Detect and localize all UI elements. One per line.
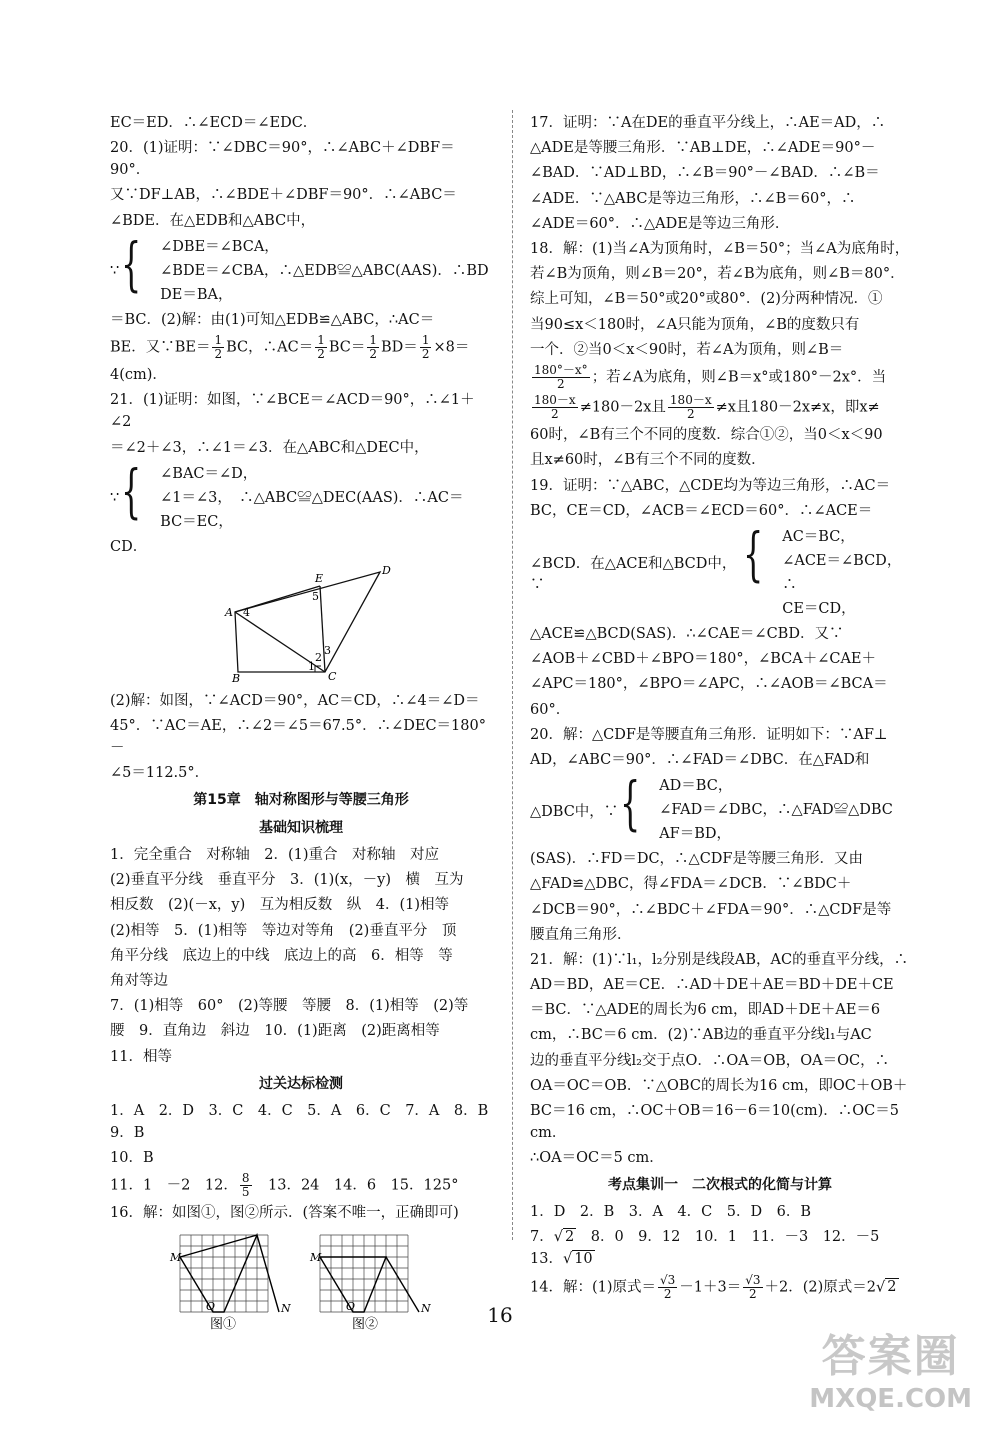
proof-brace-2: [110, 456, 492, 534]
text-line: 18．解：(1)当∠A为顶角时，∠B＝50°；当∠A为底角时，: [530, 240, 910, 257]
proof-brace-3: [530, 520, 910, 621]
text-fragment: －1＋3＝: [679, 1279, 742, 1296]
text-line: ＝BC．∵△ADE的周长为6 cm，即AD＋DE＋AE＝6: [530, 1002, 881, 1019]
because-symbol: ∵: [110, 262, 120, 279]
text-line: AD，∠ABC＝90°．∴∠FAD＝∠DBC．在△FAD和: [530, 751, 870, 768]
text-line: 60°．: [530, 701, 571, 718]
brace-symbol: {: [620, 769, 641, 838]
text-line: 7．√ 2 8．0 9．12 10．1 11．－3 12．－5 13．√ 10: [530, 1229, 894, 1268]
text-fragment: 8．0 9．12 10．1 11．－3 12．－5 13．: [530, 1229, 894, 1268]
numerator: 8: [241, 1170, 250, 1185]
text-line: 当90≤x＜180时，∠A只能为顶角，∠B的度数只有: [530, 316, 860, 333]
text-line: (2)相等 5．(1)相等 等边对等角 (2)垂直平分 顶: [110, 922, 457, 939]
denominator: 2: [686, 407, 695, 422]
brace-row: AC＝BC，: [782, 529, 855, 545]
denominator: 2: [214, 346, 223, 361]
text-line: 45°．∵AC＝AE，∴∠2＝∠5＝67.5°．∴∠DEC＝180°－: [110, 717, 486, 756]
text-line: 7．(1)相等 60° (2)等腰 等腰 8．(1)相等 (2)等: [110, 998, 469, 1015]
fraction: [668, 394, 714, 421]
angle-1: 1: [308, 659, 315, 673]
label-o: O: [206, 1300, 216, 1314]
text-line: ∠BDE．在△EDB和△ABC中，: [110, 212, 316, 229]
text-line: 10．B: [110, 1149, 154, 1166]
text-fragment: BD＝: [381, 339, 418, 356]
numerator: 1: [214, 332, 223, 347]
text-line: [530, 394, 910, 421]
section-heading: 考点集训一 二次根式的化简与计算: [608, 1177, 832, 1194]
text-line: OA＝OC＝OB．∵△OBC的周长为16 cm，即OC＋OB＋: [530, 1077, 908, 1094]
numerator: 1: [421, 332, 430, 347]
text-fragment: ≠x且180－2x≠x，即x≠: [715, 399, 880, 416]
numerator: 180°－x°: [534, 362, 588, 377]
label-m: M: [170, 1251, 182, 1265]
text-line: 一个．②当0＜x＜90时，若∠A为顶角，则∠B＝: [530, 341, 844, 358]
text-line: ∠AOB＋∠CBD＋∠BPO＝180°，∠BCA＋∠CAE＋: [530, 651, 877, 668]
text-line: 20．解：△CDF是等腰直角三角形．证明如下：∵AF⊥: [530, 726, 888, 743]
fraction: [212, 334, 224, 361]
text-line: 角平分线 底边上的中线 底边上的高 6．相等 等: [110, 947, 453, 964]
text-fragment: 14．解：(1)原式＝: [530, 1279, 656, 1296]
angle-4: 4: [243, 605, 250, 619]
text-line: 16．解：如图①，图②所示．(答案不唯一，正确即可): [110, 1205, 459, 1222]
text-line: AD＝BD，AE＝CE．∴AD＋DE＋AE＝BD＋DE＋CE: [530, 977, 894, 994]
text-line: BC＝16 cm，∴OC＋OB＝16－6＝10(cm)．∴OC＝5 cm．: [530, 1103, 899, 1141]
watermark-logo-text: 答案圈: [821, 1331, 960, 1382]
text-line: 19．证明：∵△ABC，△CDE均为等边三角形，∴AC＝: [530, 477, 891, 494]
text-line: [110, 334, 492, 361]
label-m: M: [310, 1251, 322, 1265]
text-line: 综上可知，∠B＝50°或20°或80°．(2)分两种情况．①: [530, 291, 883, 308]
brace-row: AF＝BD，: [659, 826, 732, 843]
fraction: [532, 394, 578, 421]
label-d: D: [382, 563, 391, 577]
text-line: 4(cm)．: [110, 367, 167, 384]
brace-row: ∠DBE＝∠BCA，: [160, 238, 279, 255]
text-fragment: BC＝: [328, 339, 366, 356]
text-line: [110, 1172, 492, 1199]
text-line: 1．A 2．D 3．C 4．C 5．A 6．C 7．A 8．B 9．B: [110, 1102, 503, 1141]
text-fragment: ≠180－2x且: [579, 399, 666, 416]
section-heading: 过关达标检测: [259, 1075, 343, 1092]
angle-5: 5: [312, 589, 319, 603]
fraction: [658, 1274, 677, 1301]
text-line: △ACE≌△BCD(SAS)．∴∠CAE＝∠CBD．又∵: [530, 626, 844, 642]
label-a: A: [225, 605, 233, 619]
text-line: △ADE是等腰三角形．∵AB⊥DE，∴∠ADE＝90°－: [530, 140, 876, 157]
sqrt-radicand: 10: [574, 1251, 593, 1268]
fraction: [420, 334, 432, 361]
numerator: 1: [369, 332, 378, 347]
text-fragment: ∠BCD．在△ACE和△BCD中，∵: [530, 556, 737, 593]
label-o: O: [346, 1300, 356, 1314]
brace-row: ∠ACE＝∠BCD，∴: [782, 553, 902, 593]
quad-outline: [235, 572, 380, 672]
label-n: N: [281, 1302, 291, 1316]
brace-row: AD＝BC，: [659, 778, 733, 795]
text-line: △FAD≌△DBC，得∠FDA＝∠DCB．∵∠BDC＋: [530, 876, 852, 893]
denominator: 2: [551, 407, 559, 422]
brace-row: ∠BDE＝∠CBA，∴△EDB≌△ABC(AAS)．∴BD: [160, 262, 489, 279]
brace-symbol: {: [743, 520, 764, 588]
text-line: EC＝ED．∴∠ECD＝∠EDC．: [110, 115, 318, 131]
text-fragment: 11．1 －2 12．: [110, 1177, 238, 1194]
because-symbol: ∵: [110, 489, 120, 506]
column-divider: [512, 110, 513, 1240]
denominator: 2: [557, 376, 565, 391]
page-number: 16: [487, 1303, 513, 1327]
text-fragment: ＋2．(2)原式＝2: [764, 1279, 877, 1296]
label-n: N: [421, 1302, 431, 1316]
sqrt-radicand: 2: [564, 1229, 575, 1246]
text-line: cm，∴BC＝6 cm．(2)∵AB边的垂直平分线l₁与AC: [530, 1027, 872, 1044]
text-line: (2)垂直平分线 垂直平分 3．(1)(x，－y) 横 互为: [110, 872, 464, 889]
text-fragment: 7．: [530, 1229, 554, 1246]
text-line: CD．: [110, 538, 148, 555]
text-line: 且x≠60时，∠B有三个不同的度数．: [530, 452, 766, 469]
text-line: 腰 9．直角边 斜边 10．(1)距离 (2)距离相等: [110, 1023, 440, 1040]
text-line: 若∠B为顶角，则∠B＝20°，若∠B为底角，则∠B＝80°．: [530, 266, 905, 283]
text-line: 又∵DF⊥AB，∴∠BDE＋∠DBF＝90°．∴∠ABC＝: [110, 187, 457, 204]
text-line: ∠ADE＝60°．∴△ADE是等边三角形．: [530, 215, 790, 232]
left-column: [110, 112, 503, 1336]
text-line: ∠APC＝180°，∠BPO＝∠APC，∴∠AOB＝∠BCA＝: [530, 676, 888, 693]
text-line: 14．解：(1)原式＝ $\frac{√3}{2}$ －1＋3＝ $\frac{√3}{2}$ ＋2．(2)原式＝2√ 2: [530, 1272, 897, 1301]
text-line: ∠BAD．∵AD⊥BD，∴∠B＝90°－∠BAD．∴∠B＝: [530, 165, 880, 182]
quadrilateral-diagram: [110, 564, 492, 684]
numerator: 180－x: [534, 393, 576, 408]
right-column: [530, 112, 910, 1304]
sqrt-radicand: 2: [887, 1279, 897, 1296]
text-line: [530, 364, 910, 391]
numerator: 1: [317, 332, 325, 347]
figure-caption-1: 图①: [210, 1317, 237, 1331]
fraction: [743, 1274, 762, 1301]
text-line: 1．D 2．B 3．A 4．C 5．D 6．B: [530, 1204, 811, 1221]
text-fragment: △DBC中，∵: [530, 803, 619, 820]
quadrilateral-figure: [110, 564, 492, 684]
brace-symbol: {: [121, 229, 142, 298]
text-line: 腰直角三角形．: [530, 926, 632, 943]
figure-caption-2: 图②: [352, 1317, 379, 1331]
text-line: 相反数 (2)(－x，y) 互为相反数 纵 4．(1)相等: [110, 897, 449, 914]
denominator: 5: [241, 1184, 250, 1199]
text-line: (SAS)．∴FD＝DC，∴△CDF是等腰三角形．又由: [530, 851, 863, 868]
text-line: ＝BC．(2)解：由(1)可知△EDB≌△ABC，∴AC＝: [110, 311, 435, 328]
proof-brace-1: [110, 229, 492, 307]
text-fragment: ×8＝: [433, 339, 470, 356]
label-b: B: [232, 671, 241, 684]
proof-brace-4: [530, 769, 910, 846]
text-line: 20．(1)证明：∵∠DBC＝90°，∴∠ABC＋∠DBF＝90°．: [110, 140, 455, 179]
text-line: ∠5＝112.5°．: [110, 765, 210, 782]
text-line: 角对等边: [110, 973, 168, 989]
denominator: 2: [317, 346, 325, 361]
fraction: [315, 334, 327, 361]
text-line: (2)解：如图，∵∠ACD＝90°，AC＝CD，∴∠4＝∠D＝: [110, 692, 480, 709]
watermark: [809, 1320, 972, 1414]
label-e: E: [315, 571, 324, 585]
angle-2: 2: [315, 650, 322, 664]
numerator: √3: [745, 1272, 761, 1287]
text-line: 11．相等: [110, 1048, 172, 1065]
fraction: [240, 1172, 252, 1199]
text-line: BC，CE＝CD，∠ACB＝∠ECD＝60°．∴∠ACE＝: [530, 502, 873, 519]
denominator: 2: [369, 346, 378, 361]
brace-row: ∠FAD＝∠DBC，∴△FAD≌△DBC: [659, 802, 893, 819]
fraction: [367, 334, 379, 361]
text-fragment: ；若∠A为底角，则∠B＝x°或180°－2x°．当: [591, 369, 887, 386]
denominator: 2: [663, 1286, 672, 1301]
numerator: 180－x: [669, 393, 712, 408]
text-line: ∠ADE．∵△ABC是等边三角形，∴∠B＝60°，∴: [530, 190, 856, 207]
fraction: [532, 364, 590, 391]
brace-row: ∠1＝∠3， ∴△ABC≌△DEC(AAS)．∴AC＝: [160, 489, 464, 506]
denominator: 2: [749, 1286, 757, 1301]
watermark-url: MXQE.COM: [809, 1384, 972, 1414]
text-fragment: 13．24 14．6 15．125°: [253, 1177, 459, 1194]
brace-row: CE＝CD，: [782, 601, 856, 617]
text-fragment: BC，∴AC＝: [226, 339, 314, 356]
text-line: 边的垂直平分线l₂交于点O．∴OA＝OB，OA＝OC，∴: [530, 1052, 890, 1069]
text-fragment: BE．又∵BE＝: [110, 339, 211, 356]
brace-row: DE＝BA，: [160, 286, 233, 303]
text-line: 1．完全重合 对称轴 2．(1)重合 对称轴 对应: [110, 847, 439, 864]
text-line: ∴OA＝OC＝5 cm．: [530, 1150, 664, 1167]
label-c: C: [328, 669, 337, 683]
numerator: √3: [660, 1272, 676, 1287]
chapter-heading: 第15章 轴对称图形与等腰三角形: [193, 792, 409, 809]
denominator: 2: [421, 346, 430, 361]
brace-row: BC＝EC，: [160, 513, 233, 530]
text-line: 17．证明：∵A在DE的垂直平分线上，∴AE＝AD，∴: [530, 115, 886, 131]
section-heading: 基础知识梳理: [259, 820, 343, 837]
angle-3: 3: [324, 643, 331, 657]
text-line: 60时，∠B有三个不同的度数．综合①②，当0＜x＜90: [530, 427, 883, 444]
text-line: 21．解：(1)∵l₁，l₂分别是线段AB，AC的垂直平分线，∴: [530, 951, 909, 968]
text-line: 21．(1)证明：如图，∵∠BCE＝∠ACD＝90°，∴∠1＋∠2: [110, 392, 475, 431]
brace-symbol: {: [121, 456, 142, 525]
text-line: ＝∠2＋∠3，∴∠1＝∠3．在△ABC和△DEC中，: [110, 439, 429, 456]
text-line: ∠DCB＝90°，∴∠BDC＋∠FDA＝90°．∴△CDF是等: [530, 901, 892, 918]
brace-row: ∠BAC＝∠D，: [160, 465, 258, 482]
